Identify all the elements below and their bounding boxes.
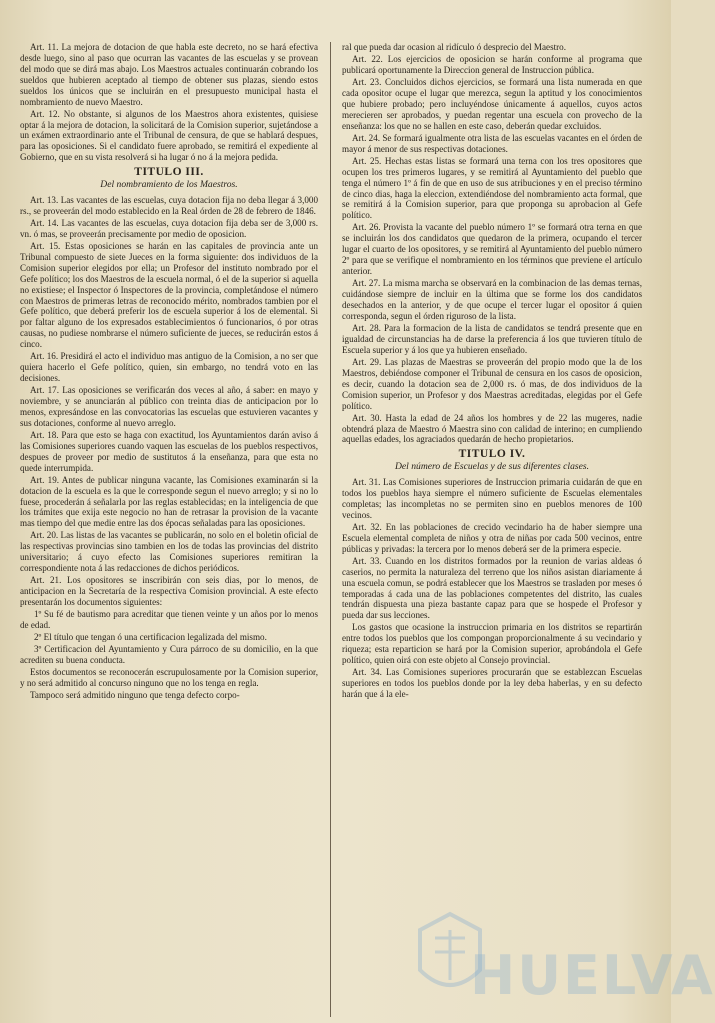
paragraph: Art. 26. Provista la vacante del pueblo número 1º se formará otra terna en que se incluirán los dos candidatos que quedaron de la primera, ocupando el tercer lugar el cuarto de los opositores, y se remitirá al Ayuntamiento del pueblo número 2º para que se verifique el nombramiento en los términos que previene el artículo anterior. xyxy=(342,222,642,277)
paragraph: Art. 33. Cuando en los distritos formados por la reunion de varias aldeas ó caserios, no permita la naturaleza del terreno que los niños asistan diariamente á una escuela comun, se podrá establecer que los Maestros se trasladen por meses ó temporadas á cada una de las poblaciones competentes del distrito, las cuales tendrán dispuesta una pieza bastante capaz para que se hospede el Profesor y pueda dar sus lecciones. xyxy=(342,555,642,621)
section-subtitle: Del nombramiento de los Maestros. xyxy=(100,179,238,191)
paragraph: Art. 13. Las vacantes de las escuelas, cuya dotacion fija no deba llegar á 3,000 rs., se proveerán del modo establecido en la Real órden de 28 de febrero de 1846. xyxy=(20,194,318,216)
right-column xyxy=(342,42,642,1017)
paragraph: Art. 17. Las oposiciones se verificarán dos veces al año, á saber: en mayo y noviembre, y se anunciarán al público con treinta dias de anticipacion por lo menos, expresándose en las convocatorias las escuelas que estuvieren vacantes y sus dotaciones, conforme al nuevo arreglo. xyxy=(20,385,318,428)
paragraph: Art. 12. No obstante, si algunos de los Maestros ahora existentes, quisiese optar á la mejora de dotacion, la solicitará de la Comision superior, sujetándose a un exámen extraordinario ante el Tribunal de censura, de que se hablará despues, para las oposiciones. Si el candidato fuere aprobado, se remitirá el expediente al Gobierno, que en su vista resolverá si ha lugar ó no á la mejora pedida. xyxy=(20,108,318,163)
list-item: 2º El título que tengan ó una certificacion legalizada del mismo. xyxy=(34,632,267,643)
paragraph: Art. 23. Concluidos dichos ejercicios, se formará una lista numerada en que cada opositor ocupe el lugar que merezca, segun la aptitud y los conocimientos que hubiere probado; pero incluyéndose únicamente á aquellos, cuyos actos merecieren ser aprobados, y puedan regentar una escuela con provecho de la enseñanza: los que no se hallen en este caso, deberán quedar excluidos. xyxy=(342,77,642,131)
paragraph: Art. 18. Para que esto se haga con exactitud, los Ayuntamientos darán aviso á las Comisiones superiores cuando vaquen las escuelas de los pueblos respectivos, despues de proveer por medio de sustitutos á la enseñanza, para que esta no quede interrumpida. xyxy=(20,429,318,473)
section-title: TITULO IV. xyxy=(458,448,526,461)
paragraph: Art. 27. La misma marcha se observará en la combinacion de las demas ternas, cuidándose siempre de incluir en la última que se forme los dos candidatos desechados en la anterior, y de que ocupe el tercer lugar el opositor á quien corresponda, segun el órden riguroso de la lista. xyxy=(342,278,642,321)
paragraph: Art. 32. En las poblaciones de crecido vecindario ha de haber siempre una Escuela elemental completa de niños y otra de niñas por cada 500 vecinos, entre públicas y privadas: la tercera por lo menos deberá ser de la primera especie. xyxy=(342,521,642,554)
column-divider xyxy=(330,42,331,1017)
paragraph: Los gastos que ocasione la instruccion primaria en los distritos se repartirán entre todos los pueblos que los compongan proporcionalmente á su vecindario y riqueza; esta reparticion se hará por la Comision superior, aprobándola el Gefe político, quien oirá con este objeto al Consejo provincial. xyxy=(342,622,642,666)
paragraph: Tampoco será admitido ninguno que tenga defecto corpo- xyxy=(30,690,240,701)
paragraph: Art. 28. Para la formacion de la lista de candidatos se tendrá presente que en igualdad de circunstancias ha de darse la preferencia á los que tuvieren título de Escuela superior y á los que ya hubieren enseñado. xyxy=(342,322,642,355)
paragraph: Art. 24. Se formará igualmente otra lista de las escuelas vacantes en el órden de mayor á menor de sus respectivas dotaciones. xyxy=(342,132,642,154)
list-item: 1º Su fé de bautismo para acreditar que tienen veinte y un años por lo menos de edad. xyxy=(20,609,318,631)
paragraph: Art. 29. Las plazas de Maestras se proveerán del propio modo que la de los Maestros, debiéndose componer el Tribunal de censura en los casos de oposicion, es decir, cuando la dotacion sea de 2,000 rs. ó mas, de dos individuos de la Comision superior, un Profesor y dos Maestras acreditadas, elegidas por el Gefe político. xyxy=(342,356,642,411)
paragraph: Art. 19. Antes de publicar ninguna vacante, las Comisiones examinarán si la dotacion de la escuela es la que le corresponde segun el nuevo arreglo; y si no lo fuese, procederán á señalarla por las reglas establecidas; en la inteligencia de que los trámites que exija este negocio no han de retrasar la provision de la vacante mas tiempo del que medie entre las dos épocas señaladas para las oposiciones. xyxy=(20,474,318,529)
paragraph: Art. 20. Las listas de las vacantes se publicarán, no solo en el boletin oficial de las respectivas provincias sino tambien en los de todas las provincias del distrito universitario; á cuyo efecto las Comisiones superiores remitiran la correspondiente nota á las redacciones de dichos periódicos. xyxy=(20,530,318,574)
paragraph: Art. 31. Las Comisiones superiores de Instruccion primaria cuidarán de que en todos los pueblos haya siempre el número suficiente de Escuelas elementales completas; las incompletas no se permiten sino en pueblos menores de 100 vecinos. xyxy=(342,477,642,520)
paragraph: Art. 30. Hasta la edad de 24 años los hombres y de 22 las mugeres, nadie obtendrá plaza de Maestro ó Maestra sino con calidad de interino; en cumpliendo aquellas edades, los agraciados quedarán de hecho propietarios. xyxy=(342,412,642,445)
section-subtitle: Del número de Escuelas y de sus diferentes clases. xyxy=(394,461,590,473)
paragraph: Art. 25. Hechas estas listas se formará una terna con los tres opositores que ocupen los tres primeros lugares, y se remitirá al Ayuntamiento del pueblo que tenga el número 1º á fin de que en uso de sus atribuciones y en el preciso término de cinco dias, haga la eleccion, extendiéndose del nombramiento acta formal, que se remitirá á la Comision superior, para que proponga su aprobacion al Gefe político. xyxy=(342,155,642,221)
paragraph: Art. 15. Estas oposiciones se harán en las capitales de provincia ante un Tribunal compuesto de siete Jueces en la forma siguiente: dos individuos de la Comision superior elegidos por ella; un Profesor del instituto nombrado por el Gefe político; los dos Maestros de la escuela normal, ó el de la superior si aquella no existiese; el Inspector ó Inspectores de la provincia, completándose el número con Maestros de primeras letras de reconocido mérito, nombrados tambien por el Gefe político, que deberá preferir los de escuela superior á los de elemental. Si por faltar alguno de los expresados establecimientos ó funcionarios, ó por otras causas, no pudiese nombrarse el número suficiente de jueces, se reducirán estos á cinco. xyxy=(20,240,318,350)
paragraph: Art. 14. Las vacantes de las escuelas, cuya dotacion fija deba ser de 3,000 rs. vn. ó mas, se proveerán precisamente por medio de oposicion. xyxy=(20,217,318,239)
watermark-text: HUELVA xyxy=(470,944,715,1007)
paragraph: Art. 21. Los opositores se inscribirán con seis dias, por lo menos, de anticipacion en la Secretaría de la respectiva Comision provincial. A este efecto presentarán los documentos siguientes: xyxy=(20,575,318,608)
paragraph: Art. 34. Las Comisiones superiores procurarán que se establezcan Escuelas superiores en todos los pueblos donde por la ley deba haberlas, y en su defecto harán que á la ele- xyxy=(342,667,642,700)
paragraph: Estos documentos se reconocerán escrupulosamente por la Comision superior, y no será admitido al concurso ninguno que no los tenga en regla. xyxy=(20,667,318,689)
paragraph-continuation: ral que pueda dar ocasion al ridículo ó desprecio del Maestro. xyxy=(342,42,566,52)
section-title: TITULO III. xyxy=(134,166,204,179)
paragraph: Art. 16. Presidirá el acto el individuo mas antiguo de la Comision, a no ser que quiera hacerlo el Gefe político, quien, sin embargo, no tendrá voto en las decisiones. xyxy=(20,351,318,384)
list-item: 3º Certificacion del Ayuntamiento y Cura párroco de su domicilio, en la que acrediten su buena conducta. xyxy=(20,644,318,666)
paragraph: Art. 11. La mejora de dotacion de que habla este decreto, no se hará efectiva desde luego, sino al paso que ocurran las vacantes de las escuelas y se provean del modo que se dirá mas abajo. Los Maestros actuales continuarán cobrando los sueldos que hubieren aceptado al tiempo de obtener sus plazas, siendo estos sueldos los únicos que se incluirán en el presupuesto municipal hasta el nombramiento de nuevo Maestro. xyxy=(20,42,318,107)
paragraph: Art. 22. Los ejercicios de oposicion se harán conforme al programa que publicará oportunamente la Direccion general de Instruccion pública. xyxy=(342,54,642,75)
left-column xyxy=(20,42,318,1017)
